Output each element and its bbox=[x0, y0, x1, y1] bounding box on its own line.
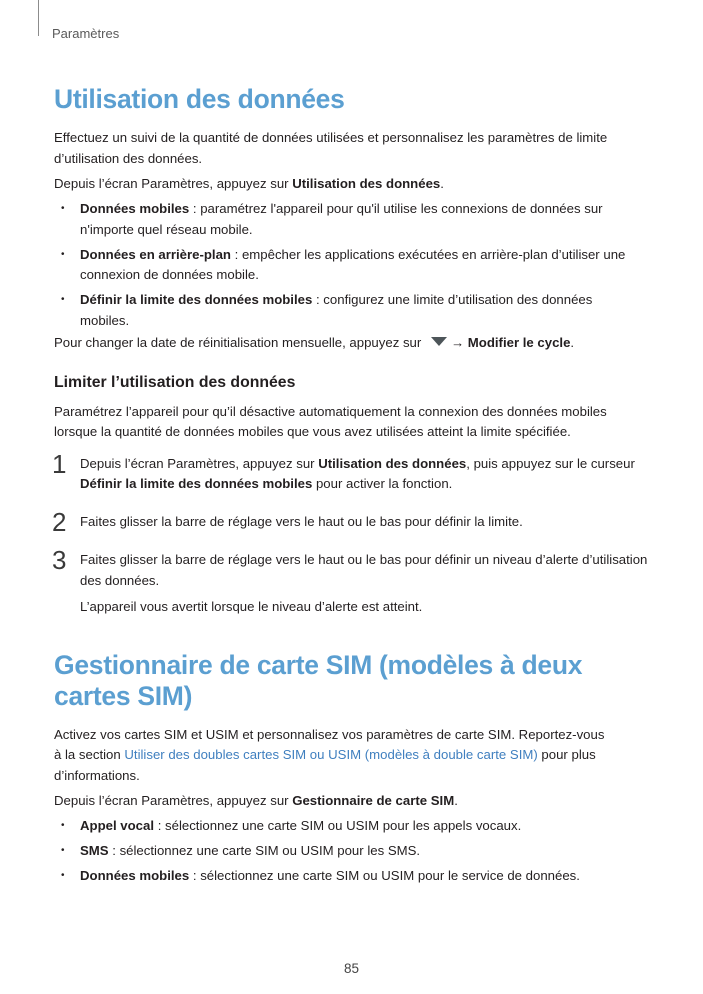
list-item: • Données en arrière-plan : empêcher les applications exécutées en arrière-plan d’utiliser une connexion de données mobile. bbox=[54, 245, 639, 286]
step-item: 2 Faites glisser la barre de réglage vers le haut ou le bas pour définir la limite. bbox=[52, 506, 523, 537]
sim-intro: Activez vos cartes SIM et USIM et personnalisez vos paramètres de carte SIM. Reportez-vous à la section Utiliser des doubles cartes SIM ou USIM (modèles à double carte SIM) pour plus d’informations. bbox=[54, 726, 605, 783]
dual-sim-link[interactable]: Utiliser des doubles cartes SIM ou USIM (modèles à double carte SIM) bbox=[124, 747, 538, 762]
section-title-data-usage: Utilisation des données bbox=[54, 84, 345, 114]
reset-date-instruction: Pour changer la date de réinitialisation mensuelle, appuyez sur → Modifier le cycle. bbox=[54, 335, 575, 350]
page-content bbox=[54, 84, 664, 887]
page-number: 85 bbox=[343, 961, 360, 976]
list-item: • Données mobiles : paramétrez l'appareil pour qu'il utilise les connexions de données sur n'importe quel réseau mobile. bbox=[54, 199, 639, 240]
sim-options bbox=[54, 816, 639, 887]
section-label: Paramètres bbox=[52, 26, 120, 41]
navigation-instruction: Depuis l’écran Paramètres, appuyez sur Utilisation des données. bbox=[54, 176, 444, 191]
list-item: • SMS : sélectionnez une carte SIM ou USIM pour les SMS. bbox=[54, 841, 639, 862]
sim-navigation-instruction: Depuis l’écran Paramètres, appuyez sur Gestionnaire de carte SIM. bbox=[54, 793, 458, 808]
section-title-sim-manager: Gestionnaire de carte SIM (modèles à deux cartes SIM) bbox=[54, 649, 583, 711]
limit-intro: Paramétrez l’appareil pour qu’il désactive automatiquement la connexion des données mobiles lorsque la quantité de données mobiles que vous avez utilisées atteint la limite spécifiée. bbox=[54, 403, 607, 439]
list-item: • Données mobiles : sélectionnez une carte SIM ou USIM pour le service de données. bbox=[54, 866, 639, 887]
step-number: 3 bbox=[52, 545, 67, 575]
subsection-title-limit: Limiter l’utilisation des données bbox=[54, 373, 296, 391]
step-item: 1 Depuis l’écran Paramètres, appuyez sur Utilisation des données, puis appuyez sur le curseur Définir la limite des données mobiles pour activer la fonction. bbox=[52, 448, 635, 491]
step-number: 2 bbox=[52, 506, 67, 537]
step-number: 1 bbox=[52, 448, 67, 479]
step-note: L’appareil vous avertit lorsque le niveau d’alerte est atteint. bbox=[80, 599, 423, 614]
limit-steps bbox=[52, 448, 654, 618]
header-rule bbox=[38, 0, 39, 36]
list-item: • Définir la limite des données mobiles : configurez une limite d’utilisation des données mobiles. bbox=[54, 290, 639, 331]
step-item: 3 Faites glisser la barre de réglage vers le haut ou le bas pour définir un niveau d’alerte d’utilisation des données. L’appareil vous avertit lorsque le niveau d’alerte est atteint. bbox=[54, 550, 654, 618]
data-usage-options bbox=[54, 199, 639, 331]
list-item: • Appel vocal : sélectionnez une carte SIM ou USIM pour les appels vocaux. bbox=[54, 816, 639, 837]
dropdown-triangle-icon bbox=[431, 337, 447, 346]
intro-paragraph: Effectuez un suivi de la quantité de données utilisées et personnalisez les paramètres de limite d’utilisation des données. bbox=[54, 130, 608, 166]
